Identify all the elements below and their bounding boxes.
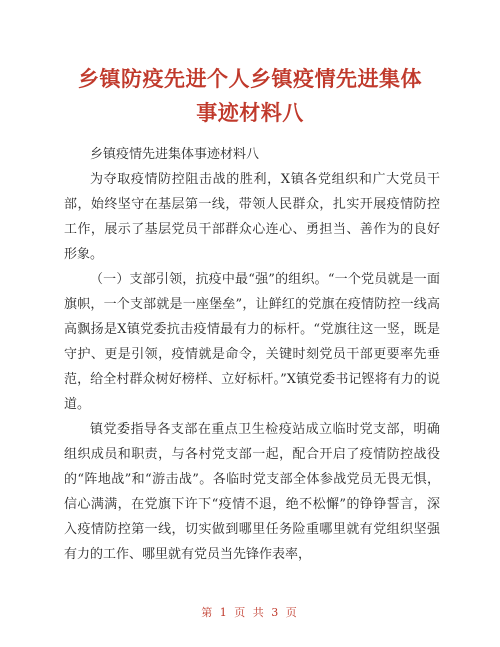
paragraph-intro: 为夺取疫情防控阻击战的胜利，X镇各党组织和广大党员干部，始终坚守在基层第一线，带领人民群众，扎实开展疫情防控工作，展示了基层党员干部群众心连心、勇担当、善作为的良好形象。 <box>64 172 440 262</box>
paragraph-subtitle: 乡镇疫情先进集体事迹材料八 <box>90 147 260 162</box>
page-number-footer: 第 1 页 共 3 页 <box>201 606 299 619</box>
paragraph-party-committee: 镇党委指导各支部在重点卫生检疫站成立临时党支部，明确组织成员和职责，与各村党支部一起，配合开启了疫情防控战役的“阵地战”和“游击战”。各临时党支部全体参战党员无畏无惧，信心满满，在党旗下许下“疫情不退，绝不松懈”的铮铮誓言，深入疫情防控第一线，切实做到哪里任务险重哪里就有党组织坚强有力的工作、哪里就有党员当先锋作表率， <box>64 422 440 562</box>
document-title: 乡镇防疫先进个人乡镇疫情先进集体事迹材料八 <box>78 67 422 125</box>
paragraph-section-one: （一）支部引领，抗疫中最“强”的组织。“一个党员就是一面旗帜，一个支部就是一座堡垒”，让鲜红的党旗在疫情防控一线高高飘扬是X镇党委抗击疫情最有力的标杆。“党旗往这一竖，既是守护、更是引领，疫情就是命令，关键时刻党员干部更要率先垂范，给全村群众树好榜样、立好标杆。”X镇党委书记铿将有力的说道。 <box>64 272 440 412</box>
document-body <box>64 142 440 567</box>
